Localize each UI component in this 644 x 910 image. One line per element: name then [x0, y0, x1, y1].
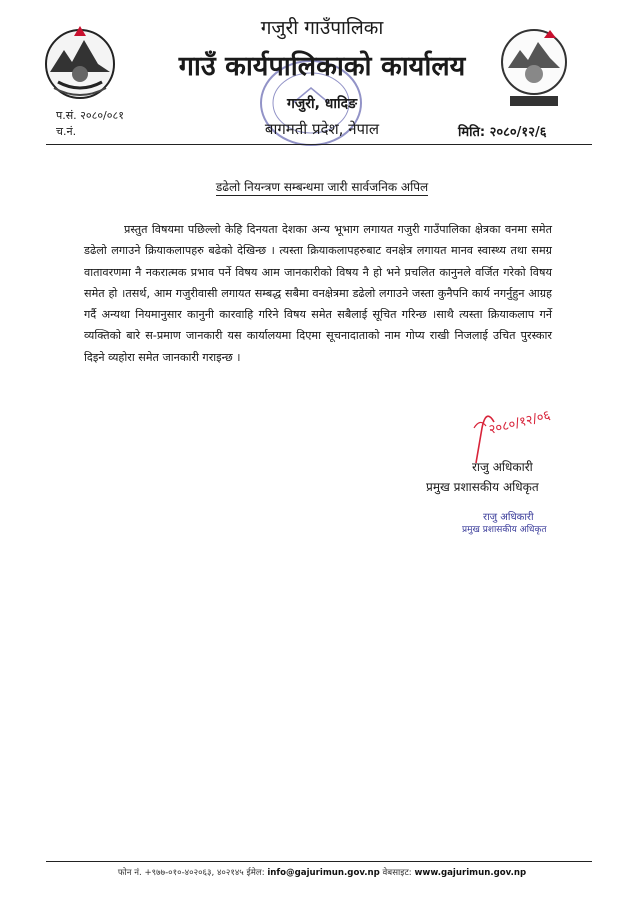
handwritten-signature — [456, 388, 596, 468]
office-location: गजुरी, धादिङ — [286, 96, 358, 112]
subject-line — [0, 178, 644, 195]
phone-label: फोन नं. — [117, 868, 142, 878]
reference-number: प.सं. २०८०/०८१ — [56, 109, 124, 122]
signature-date-text: २०८०/१२/०६ — [487, 408, 552, 438]
office-name: गाउँ कार्यपालिकाको कार्यालय — [178, 51, 466, 82]
signer-title: प्रमुख प्रशासकीय अधिकृत — [426, 480, 539, 494]
seal-name: राजु अधिकारी — [483, 512, 534, 523]
body-paragraph: प्रस्तुत विषयमा पछिल्लो केहि दिनयता देशका अन्य भूभाग लगायत गजुरी गाउँपालिका क्षेत्रका वनमा समेत डढेलो लगाउने क्रियाकलापहरु बढेको देखिन्छ । त्यस्ता क्रियाकलापहरुबाट वनक्षेत्र लगायत मानव स्वास्थ्य तथा समग्र वातावरणमा नै नकरात्मक प्रभाव पर्ने विषय आम जानकारीको विषय नै हो भने प्रचलित कानुनले वर्जित गरेको विषय समेत हो ।तसर्थ, आम गजुरीवासी लगायत सम्बद्ध सबैमा वनक्षेत्रमा डढेलो लगाउने जस्ता कुनैपनि कार्य नगर्नुहुन आग्रह गर्दै अन्यथा नियमानुसार कानुनी कारवाहि गरिने विषय समेत सबैलाई सूचित गरिन्छ ।साथै त्यस्ता क्रियाकलाप गर्ने व्यक्तिको बारे स-प्रमाण जानकारी यस कार्यालयमा दिएमा सूचनादाताको नाम गोप्य राखी निजलाई उचित पुरस्कार दिइने व्यहोरा समेत जानकारी गराइन्छ । — [84, 223, 552, 364]
website-link[interactable]: www.gajurimun.gov.np — [414, 868, 527, 878]
municipality-name: गजुरी गाउँपालिका — [260, 17, 384, 39]
website-label: वेबसाइट: — [382, 868, 412, 878]
province-country: बागमती प्रदेश, नेपाल — [264, 120, 380, 138]
email-label: ईमेल: — [246, 868, 265, 878]
header-divider — [46, 144, 592, 145]
seal-title: प्रमुख प्रशासकीय अधिकृत — [462, 525, 547, 535]
dispatch-number: च.नं. — [56, 125, 77, 138]
phone-numbers: +९७७-०१०-४०२०६३, ४०२१४५ — [144, 868, 244, 878]
letter-date: मिति: २०८०/१२/६ — [458, 125, 547, 140]
email-link[interactable]: info@gajurimun.gov.np — [267, 868, 380, 878]
footer-contact — [0, 866, 644, 878]
footer-divider — [46, 861, 592, 862]
signer-name: राजु अधिकारी — [472, 460, 533, 474]
subject-text: डढेलो नियन्त्रण सम्बन्धमा जारी सार्वजनिक अपिल — [215, 180, 429, 194]
